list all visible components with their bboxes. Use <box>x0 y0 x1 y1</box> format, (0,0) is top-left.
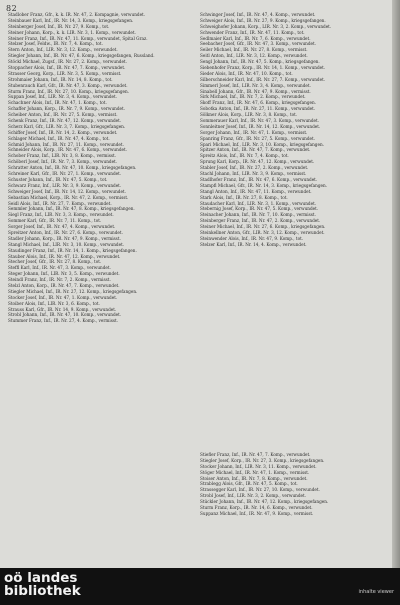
left-column <box>8 12 196 324</box>
list-entry: Schweiger Josef, Inf., IR. Nr. 14, 12. Komp., verwundet. <box>8 188 126 194</box>
list-entry: Stummer Franz, Inf., IR. Nr. 27, 4. Komp., vermisst. <box>8 318 119 324</box>
list-entry: Stampfl Michael, Gfr., IR. Nr. 14, 3. Komp., kriegsgefangen. <box>200 182 328 188</box>
list-entry: Stangl Michael, Inf., LIR. Nr. 3, 10. Komp., verwundet. <box>8 241 125 247</box>
list-entry: Steindl Franz, Inf., IR. Nr. 7, 2. Komp., vermisst. <box>8 277 111 283</box>
list-entry: Schneider Alois, Korp., IR. Nr. 47, 6. Komp., verwundet. <box>8 147 127 153</box>
list-entry: Stark Alois, Inf., IR. Nr. 27, 8. Komp., tot. <box>200 194 288 200</box>
list-entry: Strablegg Alois, Gfr., IR. Nr. 47, 5. Komp., tot. <box>200 481 298 487</box>
list-entry: Siegl Franz, Inf., LIR. Nr. 3, 3. Komp., verwundet. <box>8 212 114 218</box>
list-entry: Schwarz Franz, Inf., LIR. Nr. 3, 9. Komp., verwundet. <box>8 182 122 188</box>
list-entry: Stadlhofer Franz, Inf., IR. Nr. 47, 6. Komp., verwundet. <box>200 176 318 182</box>
list-entry: Strobl Josef, Inf., LIR. Nr. 3, 2. Komp., verwundet. <box>200 493 307 499</box>
page-number: 82 <box>6 4 18 13</box>
list-entry: Stückler Johann, Inf., IR. Nr. 47, 12. Komp., kriegsgefangen. <box>200 499 329 505</box>
library-logo[interactable] <box>4 572 81 598</box>
logo-line-1: oö landes <box>4 570 78 586</box>
list-entry: Sengl Johann, Inf., IR. Nr. 47, 5. Komp., kriegsgefangen. <box>200 59 320 65</box>
list-entry: Stiefler Franz, Inf., IR. Nr. 47, 7. Komp., verwundet. <box>200 452 311 457</box>
list-entry: Sommer Karl, Gfr., IR. Nr. 7, 11. Komp., tot. <box>8 218 102 224</box>
list-entry: Seebacher Josef, Gfr., IR. Nr. 47, 3. Komp., verwundet. <box>200 41 317 47</box>
list-entry: Stoiser Anton, Inf., IR. Nr. 7, 8. Komp., verwundet. <box>200 475 308 481</box>
list-entry: Stauber Alois, Inf., IR. Nr. 47, 12. Komp., verwundet. <box>8 253 121 259</box>
list-entry: Seitl Anton, Inf., LIR. Nr. 3, 12. Komp., verwundet. <box>200 53 308 59</box>
list-entry: Schöberl Josef, Inf., IR. Nr. 7, 3. Komp., verwundet. <box>8 159 118 165</box>
list-entry: Steinbauer Karl, Inf., IR. Nr. 14, 3. Komp., kriegsgefangen. <box>8 17 134 23</box>
list-entry: Schlager Michael, Inf., IR. Nr. 47, 4. Komp., tot. <box>8 135 110 141</box>
list-entry: Schaffer Johann, Korp., IR. Nr. 7, 9. Komp., verwundet. <box>8 106 126 112</box>
list-entry: Steinberger Josef, Inf., IR. Nr. 27, 9. Komp., tot. <box>8 23 110 29</box>
page-edge <box>392 0 400 568</box>
list-entry: Suppanz Michael, Inf., IR. Nr. 47, 9. Komp., vermisst. <box>200 510 314 516</box>
list-entry: Steiner Michael, Inf., IR. Nr. 27, 6. Komp., kriegsgefangen. <box>200 224 326 230</box>
list-entry: Sturm Franz, Korp., IR. Nr. 14, 6. Komp., verwundet. <box>200 505 313 511</box>
list-entry: Schiffer Josef, Inf., IR. Nr. 14, 2. Komp., verwundet. <box>8 129 118 135</box>
list-entry: Sorger Josef, Inf., IR. Nr. 47, 4. Komp., verwundet. <box>8 224 116 230</box>
list-entry: Sobotka Anton, Inf., IR. Nr. 27, 11. Komp., verwundet. <box>200 106 316 112</box>
list-entry: Seiler Michael, Inf., IR. Nr. 27, 8. Komp., vermisst. <box>200 47 308 53</box>
list-entry: Sonnleitner Josef, Inf., IR. Nr. 14, 12. Komp., verwundet. <box>200 123 321 129</box>
list-entry: Sorger Johann, Inf., IR. Nr. 47, 1. Komp., vermisst. <box>200 129 308 135</box>
list-entry: Steger Johann, Inf., LIR. Nr. 3, 5. Komp., verwundet. <box>8 271 120 277</box>
list-entry: Sturm Franz, Inf., IR. Nr. 27, 10. Komp., kriegsgefangen. <box>8 88 130 94</box>
list-entry: Steinkellner Anton, Gfr., LIR. Nr. 3, 12. Komp., verwundet. <box>200 229 325 235</box>
list-entry: Stern Anton, Inf., LIR. Nr. 3, 12. Komp., verwundet. <box>8 47 118 53</box>
list-entry: Siebenhofer Franz, Korp., IR. Nr. 14, 1. Komp., verwundet. <box>200 65 326 71</box>
list-entry: Scherz Karl, Gfr., LIR. Nr. 3, 7. Komp., kriegsgefangen. <box>8 123 126 129</box>
list-entry: Stelzl Anton, Korp., IR. Nr. 47, 7. Komp., verwundet. <box>8 282 120 288</box>
list-entry: Sebastian Michael, Korp., IR. Nr. 47, 2. Komp., vermisst. <box>8 194 129 200</box>
list-entry: Stocker Johann, Inf., LIR. Nr. 3, 11. Komp., verwundet. <box>200 463 317 469</box>
list-entry: Strassegger Karl, Inf., IR. Nr. 27, 10. Komp., verwundet. <box>200 487 320 493</box>
list-entry: Steiner Johann, Korp., k. k. LIR. Nr. 3, 1. Komp., verwundet. <box>8 29 136 35</box>
list-entry: Simmerl Josef, Inf., LIR. Nr. 3, 4. Komp., verwundet. <box>200 82 311 88</box>
list-entry: Stubenrauch Karl, Gfr., IR. Nr. 47, 3. Komp., verwundet. <box>8 82 128 88</box>
list-entry: Steffl Karl, Inf., IR. Nr. 47, 3. Komp., verwundet. <box>8 265 111 271</box>
list-entry: Sieder Alois, Inf., IR. Nr. 47, 10. Komp., tot. <box>200 70 293 76</box>
list-entry: Stabler Josef, Inf., IR. Nr. 27, 2. Komp., verwundet. <box>200 165 309 171</box>
list-entry: Schober Franz, Inf., LIR. Nr. 3, 8. Komp., vermisst. <box>8 153 117 159</box>
list-entry: Schratter Anton, Inf., IR. Nr. 47, 10. Komp., kriegsgefangen. <box>8 165 137 171</box>
list-entry: Strauss Karl, Gfr., IR. Nr. 14, 9. Komp., verwundet. <box>8 306 117 312</box>
list-entry: Schuster Johann, Inf., IR. Nr. 47, 5. Komp., tot. <box>8 176 108 182</box>
list-entry: Stiegler Josef, Korp., IR. Nr. 27, 3. Komp., kriegsgefangen. <box>200 457 325 463</box>
list-entry: Steiner Franz, Inf., IR. Nr. 47, 11. Komp., verwundet, Spital Graz. <box>8 35 148 41</box>
list-entry: Schwinger Josef, Inf., IR. Nr. 47, 4. Komp., verwundet. <box>200 12 316 17</box>
list-entry: Strohmaier Johann, Inf., IR. Nr. 14, 8. Komp., tot. <box>8 76 113 82</box>
list-entry: Stadler Johann, Korp., IR. Nr. 47, 9. Komp., vermisst. <box>8 235 121 241</box>
list-entry: Stachl Johann, Inf., LIR. Nr. 3, 9. Komp., vermisst. <box>200 171 307 177</box>
list-entry: Stelzer Karl, Inf., IR. Nr. 14, 4. Komp., verwundet. <box>200 241 307 247</box>
list-entry: Spari Michael, Inf., LIR. Nr. 3, 10. Komp., kriegsgefangen. <box>200 141 324 147</box>
list-entry: Stoppacher Alois, Inf., IR. Nr. 47, 7. Komp., verwundet. <box>8 65 126 71</box>
list-entry: Stangl Anton, Inf., IR. Nr. 47, 11. Komp., verwundet. <box>200 188 312 194</box>
list-entry: Sedlmaier Karl, Inf., IR. Nr. 7, 6. Komp., verwundet. <box>200 35 311 41</box>
list-entry: Spreitzer Anton, Inf., IR. Nr. 27, 6. Komp., verwundet. <box>8 229 123 235</box>
list-entry: Sinabell Johann, Gfr., IR. Nr. 47, 9. Komp., vermisst. <box>200 88 311 94</box>
list-entry: Stöger Michael, Inf., IR. Nr. 47, 1. Komp., vermisst. <box>200 469 310 475</box>
list-entry: Sirk Michael, Inf., IR. Nr. 7, 2. Komp., verwundet. <box>200 94 306 100</box>
list-entry: Sprung Karl, Korp., IR. Nr. 47, 12. Komp., verwundet. <box>200 159 315 165</box>
list-entry: Skoff Franz, Inf., IR. Nr. 47, 6. Komp., kriegsgefangen. <box>200 100 317 106</box>
list-entry: Schachner Alois, Inf., IR. Nr. 47, 1. Komp., tot. <box>8 100 107 106</box>
list-entry: Semmler Johann, Inf., IR. Nr. 47, 8. Komp., kriegsgefangen. <box>8 206 135 212</box>
list-entry: Stiegler Michael, Inf., IR. Nr. 27, 12. Komp., kriegsgefangen. <box>8 288 138 294</box>
list-entry: Stelzer Josef, Feldw., IR. Nr. 7, 4. Komp., tot. <box>8 41 103 47</box>
list-entry: Schmid Johann, Inf., IR. Nr. 27, 11. Komp., verwundet. <box>8 141 124 147</box>
right-column-lower-section <box>200 452 388 517</box>
list-entry: Schreiner Karl, Gfr., IR. Nr. 27, 1. Komp., verwundet. <box>8 171 122 177</box>
list-entry: Spanring Franz, Gfr., IR. Nr. 27, 5. Komp., verwundet. <box>200 135 316 141</box>
list-entry: Staudinger Franz, Inf., IR. Nr. 14, 1. Komp., kriegsgefangen. <box>8 247 137 253</box>
list-entry: Schenk Franz, Inf., IR. Nr. 47, 12. Komp., verwundet. <box>8 118 122 124</box>
list-entry: Schweiger Alois, Inf., IR. Nr. 27, 9. Komp., kriegsgefangen. <box>200 17 326 23</box>
list-entry: Stadlober Franz, Gfr., k. k. IR. Nr. 47, 2. Kompagnie, verwundet. <box>8 12 146 17</box>
list-entry: Strasser Georg, Korp., LIR. Nr. 3, 5. Komp., vermisst. <box>8 70 122 76</box>
viewer-credit[interactable]: inhalte viewer <box>358 589 394 595</box>
list-entry: Spreitz Alois, Inf., IR. Nr. 7, 4. Komp., tot. <box>200 153 289 159</box>
list-entry: Silberschneider Karl, Inf., IR. Nr. 27, 7. Komp., verwundet. <box>200 76 326 82</box>
list-entry: Stiegler Johann, Inf., IR. Nr. 47, 6. Komp., kriegsgefangen, Russland. <box>8 53 155 59</box>
list-entry: Spitzer Anton, Inf., IR. Nr. 47, 7. Komp., verwundet. <box>200 147 311 153</box>
list-entry: Stecher Josef, Gfr., IR. Nr. 27, 8. Komp., tot. <box>8 259 102 265</box>
list-entry: Seidl Alois, Inf., IR. Nr. 27, 7. Komp., verwundet. <box>8 200 112 206</box>
list-entry: Stocker Josef, Inf., IR. Nr. 47, 1. Komp., verwundet. <box>8 294 118 300</box>
list-entry: Schwender Franz, Inf., IR. Nr. 47, 11. Komp., tot. <box>200 29 305 35</box>
list-entry: Suppan Josef, Inf., LIR. Nr. 3, 4. Komp., verwundet. <box>8 94 118 100</box>
list-entry: Stöckl Michael, Zugsf., IR. Nr. 27, 2. Komp., verwundet. <box>8 59 127 65</box>
list-entry: Sölkner Alois, Korp., LIR. Nr. 3, 8. Komp., tot. <box>200 112 298 118</box>
list-entry: Sommerauer Karl, Inf., IR. Nr. 47, 3. Komp., verwundet. <box>200 118 320 124</box>
list-entry: Steinberger Franz, Inf., IR. Nr. 47, 2. Komp., verwundet. <box>200 218 321 224</box>
list-entry: Schweighofer Johann, Korp., LIR. Nr. 3, 2. Komp., verwundet. <box>200 23 332 29</box>
right-column <box>200 12 388 248</box>
list-entry: Stoiber Alois, Inf., LIR. Nr. 3, 6. Komp., tot. <box>8 300 100 306</box>
logo-line-2: bibliothek <box>4 583 81 599</box>
list-entry: Strobl Johann, Inf., IR. Nr. 47, 10. Komp., verwundet. <box>8 312 122 318</box>
list-entry: Steinacher Johann, Inf., IR. Nr. 7, 10. Komp., vermisst. <box>200 212 316 218</box>
list-entry: Stebernig Josef, Korp., IR. Nr. 47, 5. Komp., verwundet. <box>200 206 319 212</box>
list-entry: Staudacher Karl, Inf., LIR. Nr. 3, 1. Komp., verwundet. <box>200 200 317 206</box>
list-entry: Scheiber Anton, Inf., IR. Nr. 27, 5. Komp., vermisst. <box>8 112 118 118</box>
list-entry: Steinwender Alois, Inf., IR. Nr. 47, 9. Komp., tot. <box>200 235 304 241</box>
